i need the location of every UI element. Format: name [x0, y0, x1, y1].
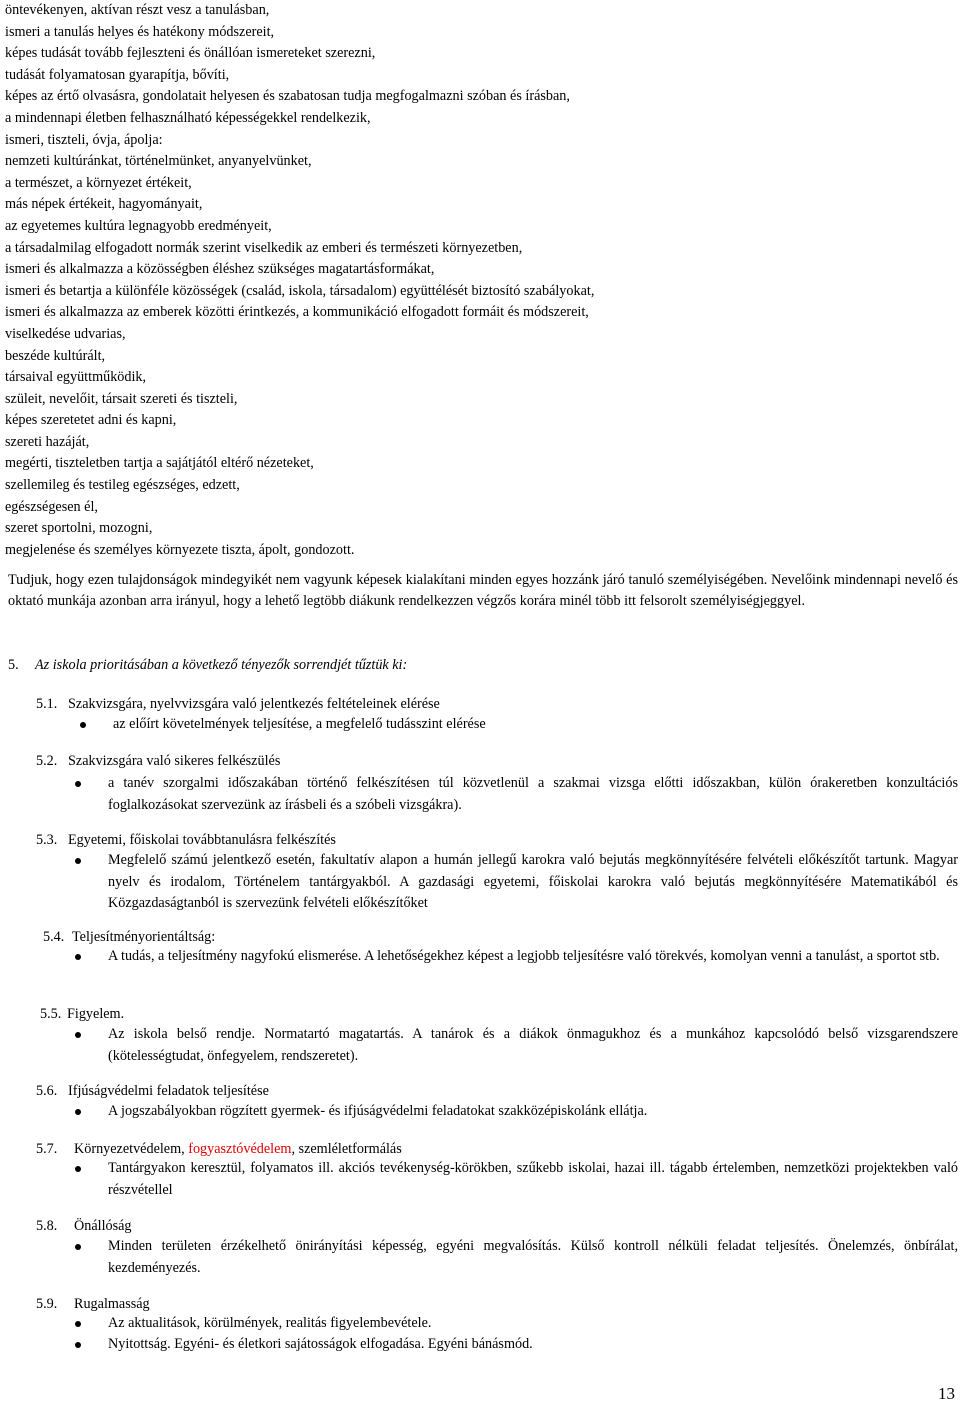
section-heading-text: Az iskola prioritásában a következő tényezők sorrendjét tűztük ki: [35, 657, 408, 673]
trait-item: szellemileg és testileg egészséges, edzett, [5, 477, 240, 494]
subsection-title [40, 1004, 124, 1026]
trait-item: beszéde kultúrált, [5, 347, 106, 364]
trait-item: megérti, tiszteletben tartja a sajátjától eltérő nézeteket, [5, 455, 314, 472]
bullet-item: Nyitottság. Egyéni- és életkori sajátosságok elfogadása. Egyéni bánásmód. [108, 1334, 958, 1356]
trait-item: szüleit, nevelőit, társait szereti és tiszteli, [5, 390, 238, 407]
bullet-item: az előírt követelmények teljesítése, a megfelelő tudásszint elérése [113, 714, 953, 736]
trait-item: a társadalmilag elfogadott normák szerint viselkedik az emberi és természeti környezetben, [5, 239, 523, 256]
trait-item: képes szeretetet adni és kapni, [5, 412, 177, 429]
trait-item: nemzeti kultúránkat, történelmünket, anyanyelvünket, [5, 153, 312, 170]
subsection-number: 5.9. [36, 1296, 58, 1312]
subsection-number: 5.8. [36, 1218, 58, 1234]
trait-item: a mindennapi életben felhasználható képességekkel rendelkezik, [5, 109, 371, 126]
section-heading [8, 655, 407, 677]
subsection-title-text: Ifjúságvédelmi feladatok teljesítése [68, 1083, 269, 1099]
bullet-item: A tudás, a teljesítmény nagyfokú elismerése. A lehetőségekhez képest a legjobb teljesítésre való törekvés, komolyan venni a tanulást, a sportot stb. [108, 946, 958, 968]
subsection-title-text: Figyelem. [67, 1006, 125, 1022]
subsection-number: 5.5. [40, 1006, 62, 1022]
bullet-item: Megfelelő számú jelentkező esetén, fakultatív alapon a humán jellegű karokra való bejutás megkönnyítésére felvételi előkészítőt tartunk. Magyar nyelv és irodalom, Történelem tantárgyakból. A gazdasági egyetemi, főiskolai karokra való bejutás megkönnyítésére Matematikából és Közgazdaságtanból is szervezünk felvételi előkészítőket [108, 850, 958, 915]
trait-item: ismeri és alkalmazza a közösségben éléshez szükséges magatartásformákat, [5, 261, 435, 278]
trait-item: a természet, a környezet értékeit, [5, 174, 192, 191]
bullet-item: Tantárgyakon keresztül, folyamatos ill. akciós tevékenység-körökben, szűkebb iskolai, hazai ill. tágabb értelemben, nemzetközi projektekben való részvétellel [108, 1158, 958, 1201]
trait-item: ismeri és alkalmazza az emberek közötti érintkezés, a kommunikáció elfogadott formáit és módszereit, [5, 304, 589, 321]
trait-item: társaival együttműködik, [5, 369, 147, 386]
subsection-number: 5.2. [36, 753, 58, 769]
trait-item: ismeri és betartja a különféle közösségek (család, iskola, társadalom) együttélését biztosító szabályokat, [5, 282, 595, 299]
trait-item: megjelenése és személyes környezete tiszta, ápolt, gondozott. [5, 541, 355, 558]
subsection-number: 5.4. [43, 929, 65, 945]
trait-item: tudását folyamatosan gyarapítja, bővíti, [5, 66, 230, 83]
subsection-number: 5.7. [36, 1141, 58, 1157]
trait-item: az egyetemes kultúra legnagyobb eredményeit, [5, 217, 272, 234]
subsection-title-text: Egyetemi, főiskolai továbbtanulásra felkészítés [68, 832, 336, 848]
trait-item: szereti hazáját, [5, 433, 90, 450]
subsection-title [36, 1081, 269, 1103]
summary-paragraph: Tudjuk, hogy ezen tulajdonságok mindegyikét nem vagyunk képesek kialakítani minden egyes hozzánk járó tanuló személyiségében. Nevelőink mindennapi nevelő és oktató munkája azonban arra irányul, hogy a lehető legtöbb diákunk rendelkezzen végzős korára minél több itt felsorolt személyiségjeggyel. [8, 572, 958, 610]
section-heading-number: 5. [8, 657, 19, 673]
trait-item: viselkedése udvarias, [5, 325, 126, 342]
subsection-number: 5.1. [36, 696, 58, 712]
bullet-item: Az iskola belső rendje. Normatartó magatartás. A tanárok és a diákok önmagukhoz és a munkához kapcsolódó belső vizsgarendszere (kötelességtudat, önfegyelem, rendszeretet). [108, 1024, 958, 1067]
subsection-title-text: Szakvizsgára való sikeres felkészülés [68, 753, 281, 769]
trait-item: képes az értő olvasásra, gondolatait helyesen és szabatosan tudja megfogalmazni szóban és írásban, [5, 88, 570, 105]
trait-item: öntevékenyen, aktívan részt vesz a tanulásban, [5, 2, 270, 18]
subsection-title-text: Rugalmasság [74, 1296, 150, 1312]
subsection-number: 5.6. [36, 1083, 58, 1099]
subsection-title-text: Környezetvédelem, [74, 1141, 189, 1157]
page-number: 13 [938, 1384, 955, 1403]
subsection-title-text: Teljesítményorientáltság: [72, 929, 216, 945]
subsection-title-text: , szemléletformálás [291, 1141, 402, 1157]
subsection-title-highlight: fogyasztóvédelem [188, 1141, 292, 1157]
trait-item: ismeri a tanulás helyes és hatékony módszereit, [5, 23, 275, 40]
bullet-item: A jogszabályokban rögzített gyermek- és ifjúságvédelmi feladatokat szakközépiskolánk ellátja. [108, 1101, 958, 1123]
bullet-item: Minden területen érzékelhető önirányítási képesség, egyéni megvalósítás. Külső kontroll nélküli feladat teljesítés. Önelemzés, önbírálat, kezdeményezés. [108, 1236, 958, 1279]
bullet-item: Az aktualitások, körülmények, realitás figyelembevétele. [108, 1313, 958, 1335]
trait-item: egészségesen él, [5, 498, 98, 515]
subsection-title [36, 751, 280, 773]
personality-traits-list [5, 0, 945, 561]
trait-item: más népek értékeit, hagyományait, [5, 196, 203, 213]
subsection-title [36, 1216, 132, 1238]
subsection-number: 5.3. [36, 832, 58, 848]
subsection-title-text: Szakvizsgára, nyelvvizsgára való jelentkezés feltételeinek elérése [68, 696, 440, 712]
bullet-item: a tanév szorgalmi időszakában történő felkészítésen túl közvetlenül a szakmai vizsga előtti időszakban, külön órakeretben konzultációs foglalkozásokat szervezünk az írásbeli és a szóbeli vizsgákra). [108, 773, 958, 816]
trait-item: képes tudását tovább fejleszteni és önállóan ismereteket szerezni, [5, 45, 376, 62]
subsection-title [36, 694, 440, 716]
trait-item: ismeri, tiszteli, óvja, ápolja: [5, 131, 163, 148]
subsection-title-text: Önállóság [74, 1218, 132, 1234]
subsection-title [36, 830, 336, 852]
trait-item: szeret sportolni, mozogni, [5, 520, 153, 537]
